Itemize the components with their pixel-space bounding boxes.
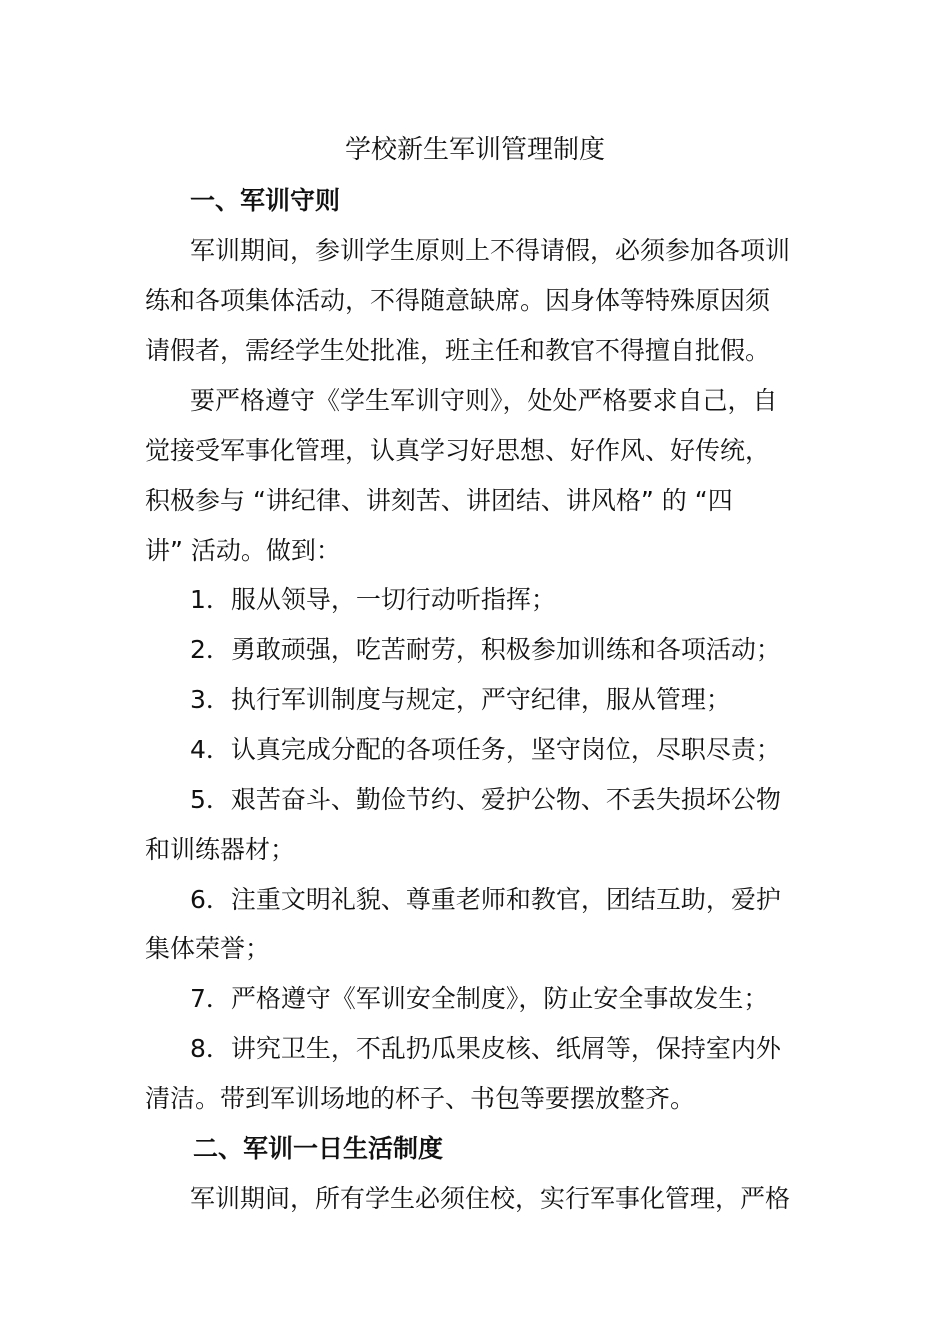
list-item: 1．服从领导，一切行动听指挥； (190, 585, 556, 614)
section-heading: 二、军训一日生活制度 (193, 1134, 444, 1163)
list-item: 4．认真完成分配的各项任务，坚守岗位，尽职尽责； (190, 735, 781, 764)
list-item: 5．艰苦奋斗、勤俭节约、爱护公物、不丢失损坏公物 (190, 785, 781, 814)
paragraph-line: 军训期间，参训学生原则上不得请假，必须参加各项训 (190, 236, 791, 265)
section-heading: 一、军训守则 (190, 186, 341, 215)
list-item: 和训练器材； (145, 835, 296, 864)
list-item: 集体荣誉； (145, 934, 271, 963)
paragraph-line: 讲” 活动。做到： (145, 536, 341, 565)
list-item: 清洁。带到军训场地的杯子、书包等要摆放整齐。 (145, 1084, 696, 1113)
paragraph-line: 请假者，需经学生处批准，班主任和教官不得擅自批假。 (145, 336, 771, 365)
paragraph-line: 练和各项集体活动，不得随意缺席。因身体等特殊原因须 (145, 286, 771, 315)
paragraph-line: 觉接受军事化管理，认真学习好思想、好作风、好传统， (145, 436, 771, 465)
list-item: 8．讲究卫生，不乱扔瓜果皮核、纸屑等，保持室内外 (190, 1034, 781, 1063)
list-item: 2．勇敢顽强，吃苦耐劳，积极参加训练和各项活动； (190, 635, 781, 664)
paragraph-line: 积极参与 “讲纪律、讲刻苦、讲团结、讲风格” 的 “四 (145, 486, 733, 515)
list-item: 7．严格遵守《军训安全制度》，防止安全事故发生； (190, 984, 769, 1013)
list-item: 6．注重文明礼貌、尊重老师和教官，团结互助，爱护 (190, 885, 781, 914)
list-item: 3．执行军训制度与规定，严守纪律，服从管理； (190, 685, 731, 714)
paragraph-line: 要严格遵守《学生军训守则》，处处严格要求自己，自 (190, 386, 778, 415)
paragraph-line: 军训期间，所有学生必须住校，实行军事化管理，严格 (190, 1184, 791, 1213)
document-title: 学校新生军训管理制度 (344, 135, 605, 165)
